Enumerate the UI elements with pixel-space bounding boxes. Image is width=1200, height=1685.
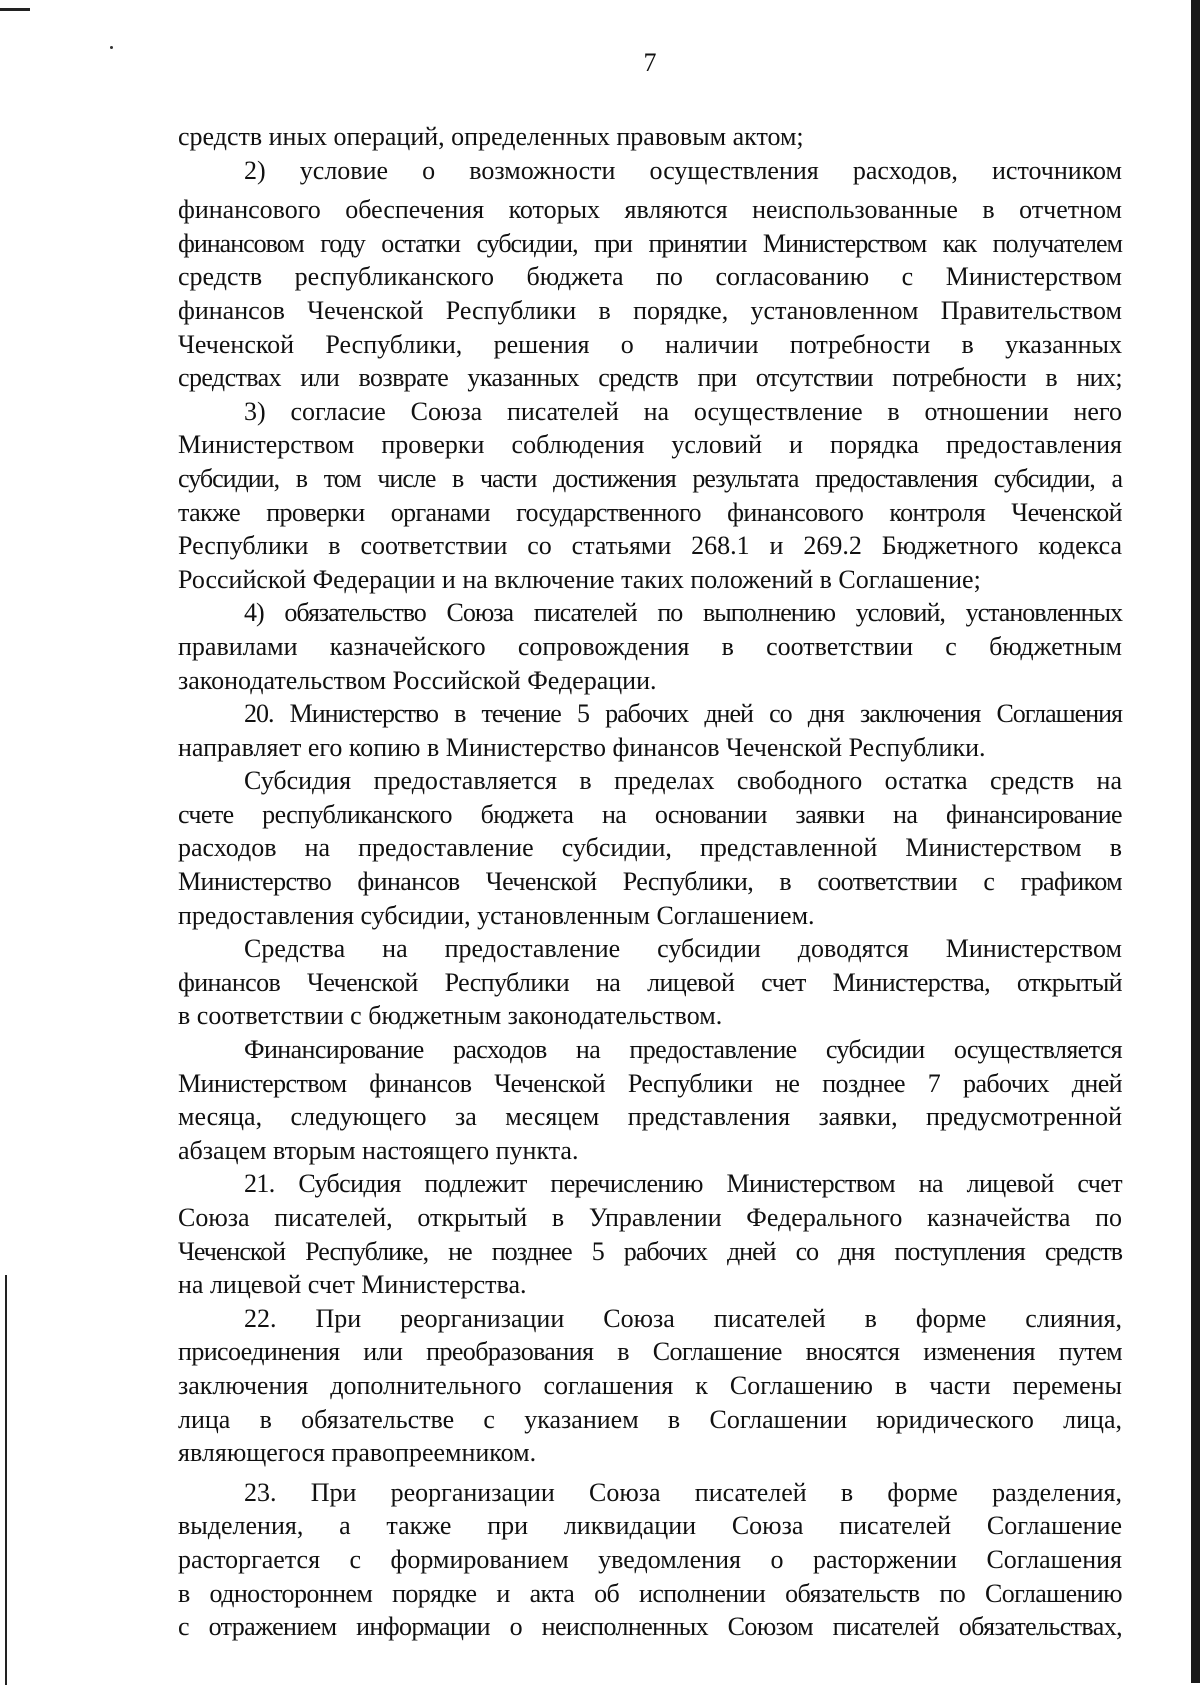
text-line: Союза писателей, открытый в Управлении Федерального казначейства по (178, 1203, 1122, 1232)
text-line: в соответствии с бюджетным законодательством. (178, 1001, 723, 1031)
text-line: 21. Субсидия подлежит перечислению Министерством на лицевой счет (244, 1169, 1122, 1199)
text-line: абзацем вторым настоящего пункта. (178, 1135, 579, 1165)
text-line: 20. Министерство в течение 5 рабочих дней со дня заключения Соглашения (244, 699, 1122, 729)
text-line: финансов Чеченской Республики на лицевой счет Министерства, открытый (178, 967, 1122, 997)
text-line: являющегося правопреемником. (178, 1438, 537, 1468)
text-line: финансовом году остатки субсидии, при принятии Министерством как получателем (178, 228, 1122, 258)
text-line: выделения, а также при ликвидации Союза писателей Соглашение (178, 1511, 1122, 1541)
text-line: Средства на предоставление субсидии доводятся Министерством (244, 934, 1122, 964)
scan-edge-right (1191, 0, 1200, 1683)
text-line: Министерство финансов Чеченской Республики, в соответствии с графиком (178, 867, 1122, 897)
text-line: Чеченской Республике, не позднее 5 рабочих дней со дня поступления средств (178, 1236, 1122, 1266)
text-line: Министерством проверки соблюдения условий и порядка предоставления (178, 430, 1122, 460)
text-line: предоставления субсидии, установленным Соглашением. (178, 900, 815, 930)
text-line: средств иных операций, определенных правовым актом; (178, 122, 804, 151)
text-line: средствах или возврате указанных средств при отсутствии потребности в них; (178, 363, 1122, 393)
text-line: финансов Чеченской Республики в порядке, установленном Правительством (178, 295, 1122, 325)
text-line: лица в обязательстве с указанием в Соглашении юридического лица, (178, 1404, 1122, 1434)
text-line: правилами казначейского сопровождения в соответствии с бюджетным (178, 631, 1122, 661)
text-line: субсидии, в том числе в части достижения результата предоставления субсидии, а (178, 463, 1122, 493)
text-line: на лицевой счет Министерства. (178, 1270, 527, 1300)
scan-mark-top-left (0, 8, 30, 11)
text-line: законодательством Российской Федерации. (178, 665, 657, 695)
text-line: Министерством финансов Чеченской Республики не позднее 7 рабочих дней (178, 1068, 1122, 1098)
text-line: в одностороннем порядке и акта об исполнении обязательств по Соглашению (178, 1578, 1122, 1608)
text-line: 4) обязательство Союза писателей по выполнению условий, установленных (244, 598, 1122, 628)
text-line: также проверки органами государственного финансового контроля Чеченской (178, 497, 1122, 527)
text-line: с отражением информации о неисполненных Союзом писателей обязательствах, (178, 1612, 1122, 1642)
text-line: расторгается с формированием уведомления о расторжении Соглашения (178, 1544, 1122, 1574)
text-line: Российской Федерации и на включение таких положений в Соглашение; (178, 564, 981, 594)
text-line: 23. При реорганизации Союза писателей в форме разделения, (244, 1477, 1122, 1507)
text-line: Финансирование расходов на предоставление субсидии осуществляется (244, 1035, 1122, 1065)
text-line: Республики в соответствии со статьями 268.1 и 269.2 Бюджетного кодекса (178, 531, 1122, 561)
document-body (178, 120, 1122, 1644)
text-line: финансового обеспечения которых являются неиспользованные в отчетном (178, 195, 1122, 225)
text-line: Субсидия предоставляется в пределах свободного остатка средств на (244, 766, 1122, 796)
text-line: счете республиканского бюджета на основании заявки на финансирование (178, 799, 1122, 829)
text-line: расходов на предоставление субсидии, представленной Министерством в (178, 833, 1122, 863)
text-line: направляет его копию в Министерство финансов Чеченской Республики. (178, 732, 986, 762)
text-line: 2) условие о возможности осуществления расходов, источником (244, 155, 1122, 185)
scan-line-left (5, 1275, 7, 1685)
text-line: заключения дополнительного соглашения к Соглашению в части перемены (178, 1370, 1122, 1400)
text-line: Чеченской Республики, решения о наличии потребности в указанных (178, 329, 1122, 359)
text-line: 22. При реорганизации Союза писателей в форме слияния, (244, 1303, 1122, 1333)
text-line: месяца, следующего за месяцем представления заявки, предусмотренной (178, 1102, 1122, 1132)
text-line: 3) согласие Союза писателей на осуществление в отношении него (244, 396, 1122, 426)
text-line: присоединения или преобразования в Соглашение вносятся изменения путем (178, 1337, 1122, 1367)
page-number: 7 (643, 48, 657, 77)
text-line: средств республиканского бюджета по согласованию с Министерством (178, 262, 1122, 292)
